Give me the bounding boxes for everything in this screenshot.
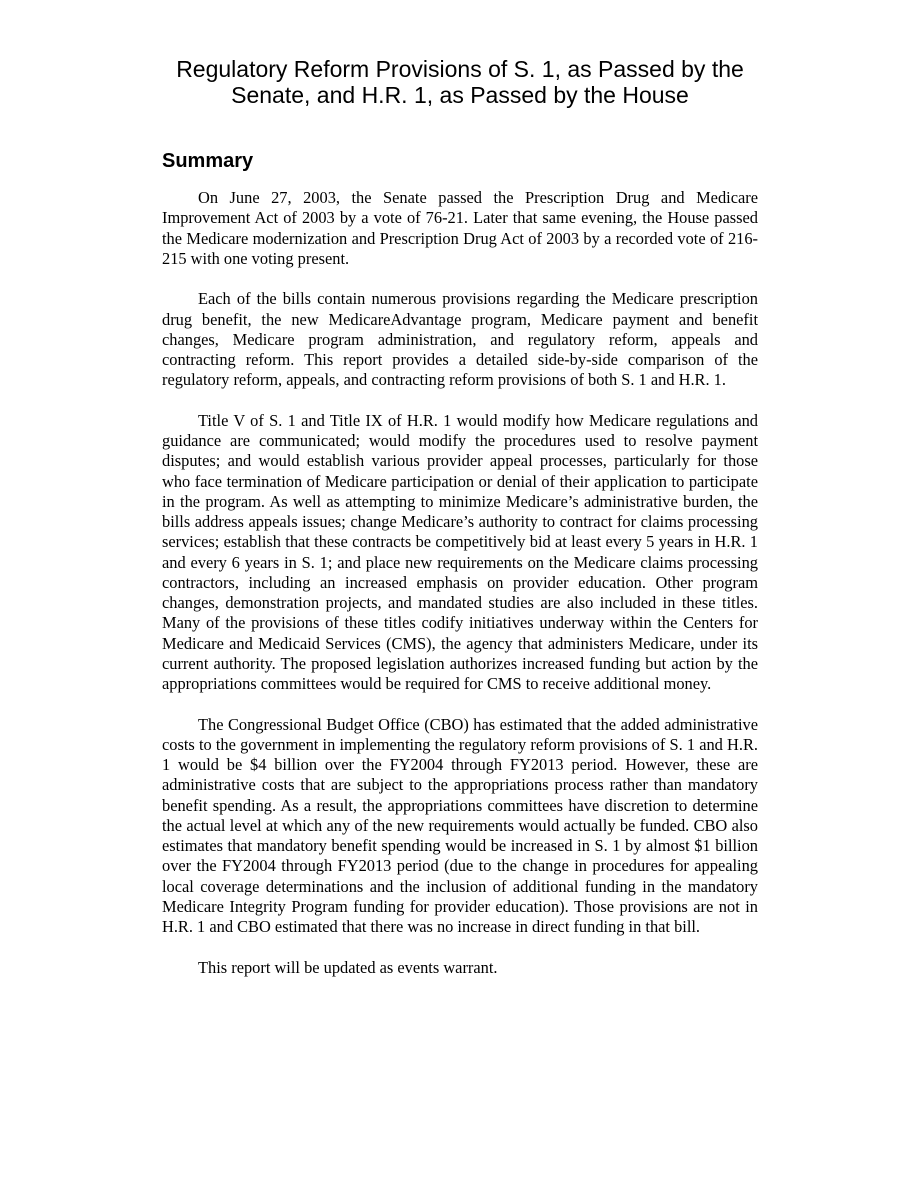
paragraph-bill-contents: Each of the bills contain numerous provisions regarding the Medicare prescription drug benefit, the new MedicareAdvantage program, Medicare payment and benefit changes, Medicare program administration, and regulatory reform, appeals and contracting reform. This report provides a detailed side-by-side comparison of the regulatory reform, appeals, and contracting reform provisions of both S. 1 and H.R. 1. [162,289,758,390]
summary-body [162,188,758,978]
summary-heading: Summary [162,150,254,172]
paragraph-title-provisions: Title V of S. 1 and Title IX of H.R. 1 would modify how Medicare regulations and guidance are communicated; would modify the procedures used to resolve payment disputes; and would establish various provider appeal processes, particularly for those who face termination of Medicare participation or denial of their application to participate in the program. As well as attempting to minimize Medicare’s administrative burden, the bills address appeals issues; change Medicare’s authority to contract for claims processing services; establish that these contracts be competitively bid at least every 5 years in H.R. 1 and every 6 years in S. 1; and place new requirements on the Medicare claims processing contractors, including an increased emphasis on provider education. Other program changes, demonstration projects, and mandated studies are also included in these titles. Many of the provisions of these titles codify initiatives underway within the Centers for Medicare and Medicaid Services (CMS), the agency that administers Medicare, under its current authority. The proposed legislation authorizes increased funding but action by the appropriations committees would be required for CMS to receive additional money. [162,410,758,693]
paragraph-update-note: This report will be updated as events warrant. [198,957,498,977]
paragraph-senate-house-passage: On June 27, 2003, the Senate passed the Prescription Drug and Medicare Improvement Act of 2003 by a vote of 76-21. Later that same evening, the House passed the Medicare modernization and Prescription Drug Act of 2003 by a recorded vote of 216-215 with one voting present. [162,188,758,268]
document-title-line-1: Regulatory Reform Provisions of S. 1, as Passed by the [176,56,744,82]
document-title-line-2: Senate, and H.R. 1, as Passed by the House [231,82,689,108]
document-title [162,56,758,108]
paragraph-cbo-estimates: The Congressional Budget Office (CBO) has estimated that the added administrative costs to the government in implementing the regulatory reform provisions of S. 1 and H.R. 1 would be $4 billion over the FY2004 through FY2013 period. However, these are administrative costs that are subject to the appropriations process rather than mandatory benefit spending. As a result, the appropriations committees have discretion to determine the actual level at which any of the new requirements would actually be funded. CBO also estimates that mandatory benefit spending would be increased in S. 1 by almost $1 billion over the FY2004 through FY2013 period (due to the change in procedures for appealing local coverage determinations and the inclusion of additional funding in the mandatory Medicare Integrity Program funding for provider education). Those provisions are not in H.R. 1 and CBO estimated that there was no increase in direct funding in that bill. [162,714,758,936]
document-page [162,56,758,998]
